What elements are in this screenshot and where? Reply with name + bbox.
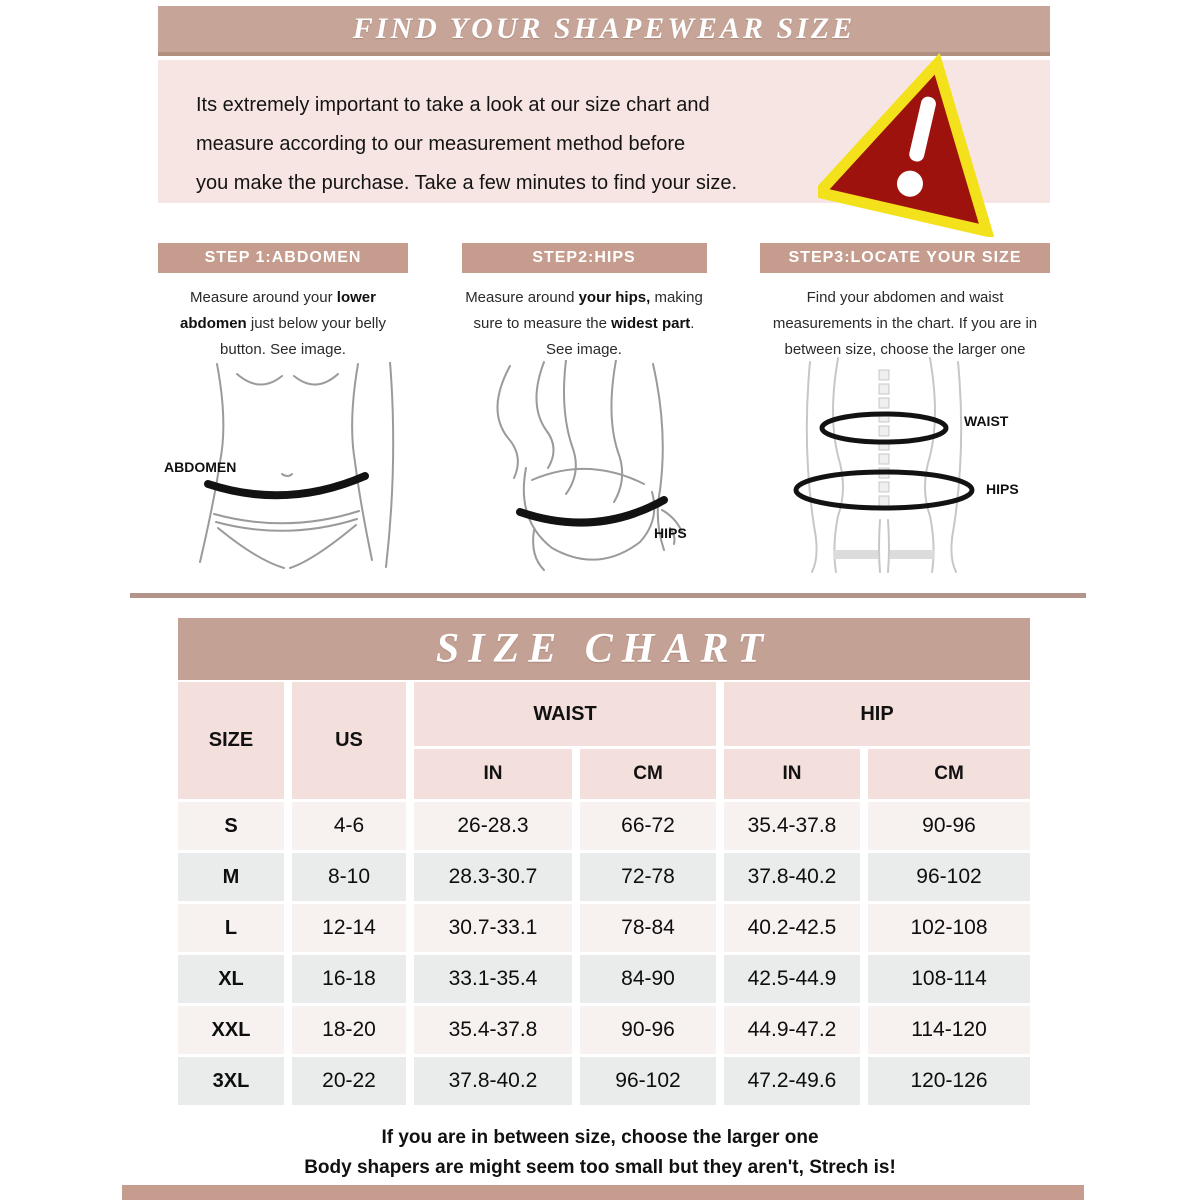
step-2-text-post: . See image. [546,315,695,358]
table-cell-us: 20-22 [292,1057,406,1105]
table-cell-hip-cm: 108-114 [868,955,1030,1003]
intro-line-2: measure according to our measurement method before [196,133,686,155]
table-cell-size: L [178,904,284,952]
hips-measurement-figure [448,360,698,572]
table-cell-waist-in: 30.7-33.1 [414,904,572,952]
step-3-text: Find your abdomen and waist measurements in the chart. If you are in between size, choose the larger one [772,289,1038,358]
table-cell-waist-cm: 90-96 [580,1006,716,1054]
table-cell-us: 8-10 [292,853,406,901]
step-3 [760,243,1050,363]
intro-line-3: you make the purchase. Take a few minutes to find your size. [196,172,738,194]
steps-section [158,243,1050,363]
table-cell-waist-cm: 72-78 [580,853,716,901]
table-cell-size: M [178,853,284,901]
table-cell-us: 18-20 [292,1006,406,1054]
abdomen-figure-label: ABDOMEN [164,459,237,475]
step-1-text-mid: just below your belly button. See image. [220,315,386,358]
table-cell-waist-in: 37.8-40.2 [414,1057,572,1105]
col-header-hip-cm: CM [868,749,1030,799]
table-cell-hip-in: 47.2-49.6 [724,1057,860,1105]
table-cell-hip-in: 44.9-47.2 [724,1006,860,1054]
table-cell-hip-cm: 96-102 [868,853,1030,901]
table-cell-waist-cm: 78-84 [580,904,716,952]
table-cell-hip-in: 42.5-44.9 [724,955,860,1003]
footer-note-2: Body shapers are might seem too small but they aren't, Strech is! [304,1157,896,1178]
step-2-title: STEP2:HIPS [532,249,636,266]
step-1-header [158,243,408,273]
locate-size-figure [768,356,1038,574]
table-cell-waist-in: 28.3-30.7 [414,853,572,901]
warning-triangle-icon [818,52,1023,237]
table-cell-hip-cm: 120-126 [868,1057,1030,1105]
table-cell-size: XXL [178,1006,284,1054]
section-divider [130,593,1086,598]
size-chart-title-bar [178,618,1030,680]
col-header-us: US [292,682,406,799]
step-2-text-pre: Measure around [465,289,579,306]
col-header-waist-in: IN [414,749,572,799]
size-chart-table [178,682,1030,1105]
size-chart-section [178,618,1030,1105]
step-1-description [158,285,408,363]
step-3-title: STEP3:LOCATE YOUR SIZE [788,249,1022,266]
table-cell-hip-in: 35.4-37.8 [724,802,860,850]
waist-ring-label: WAIST [964,413,1009,429]
table-cell-us: 4-6 [292,802,406,850]
bottom-accent-bar [122,1185,1084,1200]
footer-note-1: If you are in between size, choose the larger one [381,1127,819,1148]
table-cell-hip-cm: 114-120 [868,1006,1030,1054]
col-header-waist: WAIST [414,682,716,746]
hips-ring-label: HIPS [986,481,1019,497]
table-cell-hip-cm: 102-108 [868,904,1030,952]
table-cell-hip-in: 37.8-40.2 [724,853,860,901]
col-header-hip: HIP [724,682,1030,746]
step-2-text-mid: making sure to measure the [473,289,703,332]
intro-line-1: Its extremely important to take a look at our size chart and [196,94,710,116]
size-chart-title: SIZE CHART [435,626,773,672]
col-header-waist-cm: CM [580,749,716,799]
table-cell-waist-cm: 66-72 [580,802,716,850]
abdomen-measurement-figure [162,362,412,572]
step-3-header [760,243,1050,273]
table-cell-size: 3XL [178,1057,284,1105]
table-cell-waist-cm: 84-90 [580,955,716,1003]
abdomen-band [208,476,365,495]
step-1-text-bold: lower abdomen [180,289,376,332]
col-header-hip-in: IN [724,749,860,799]
step-2 [462,243,707,363]
table-cell-hip-in: 40.2-42.5 [724,904,860,952]
table-cell-waist-in: 26-28.3 [414,802,572,850]
step-3-description [760,285,1050,363]
hips-figure-label: HIPS [654,525,687,541]
table-cell-us: 12-14 [292,904,406,952]
page-header-bar [158,6,1050,56]
page-title: FIND YOUR SHAPEWEAR SIZE [352,12,856,45]
step-1-text-pre: Measure around your [190,289,337,306]
step-2-header [462,243,707,273]
table-cell-waist-in: 35.4-37.8 [414,1006,572,1054]
table-cell-hip-cm: 90-96 [868,802,1030,850]
table-cell-us: 16-18 [292,955,406,1003]
step-2-text-bold2: widest part [611,315,691,332]
step-1 [158,243,408,363]
step-2-description [462,285,707,363]
step-1-title: STEP 1:ABDOMEN [204,249,362,266]
step-2-text-bold: your hips, [578,289,651,306]
table-cell-size: XL [178,955,284,1003]
table-cell-size: S [178,802,284,850]
col-header-size: SIZE [178,682,284,799]
table-cell-waist-in: 33.1-35.4 [414,955,572,1003]
hips-band [520,500,664,523]
table-cell-waist-cm: 96-102 [580,1057,716,1105]
